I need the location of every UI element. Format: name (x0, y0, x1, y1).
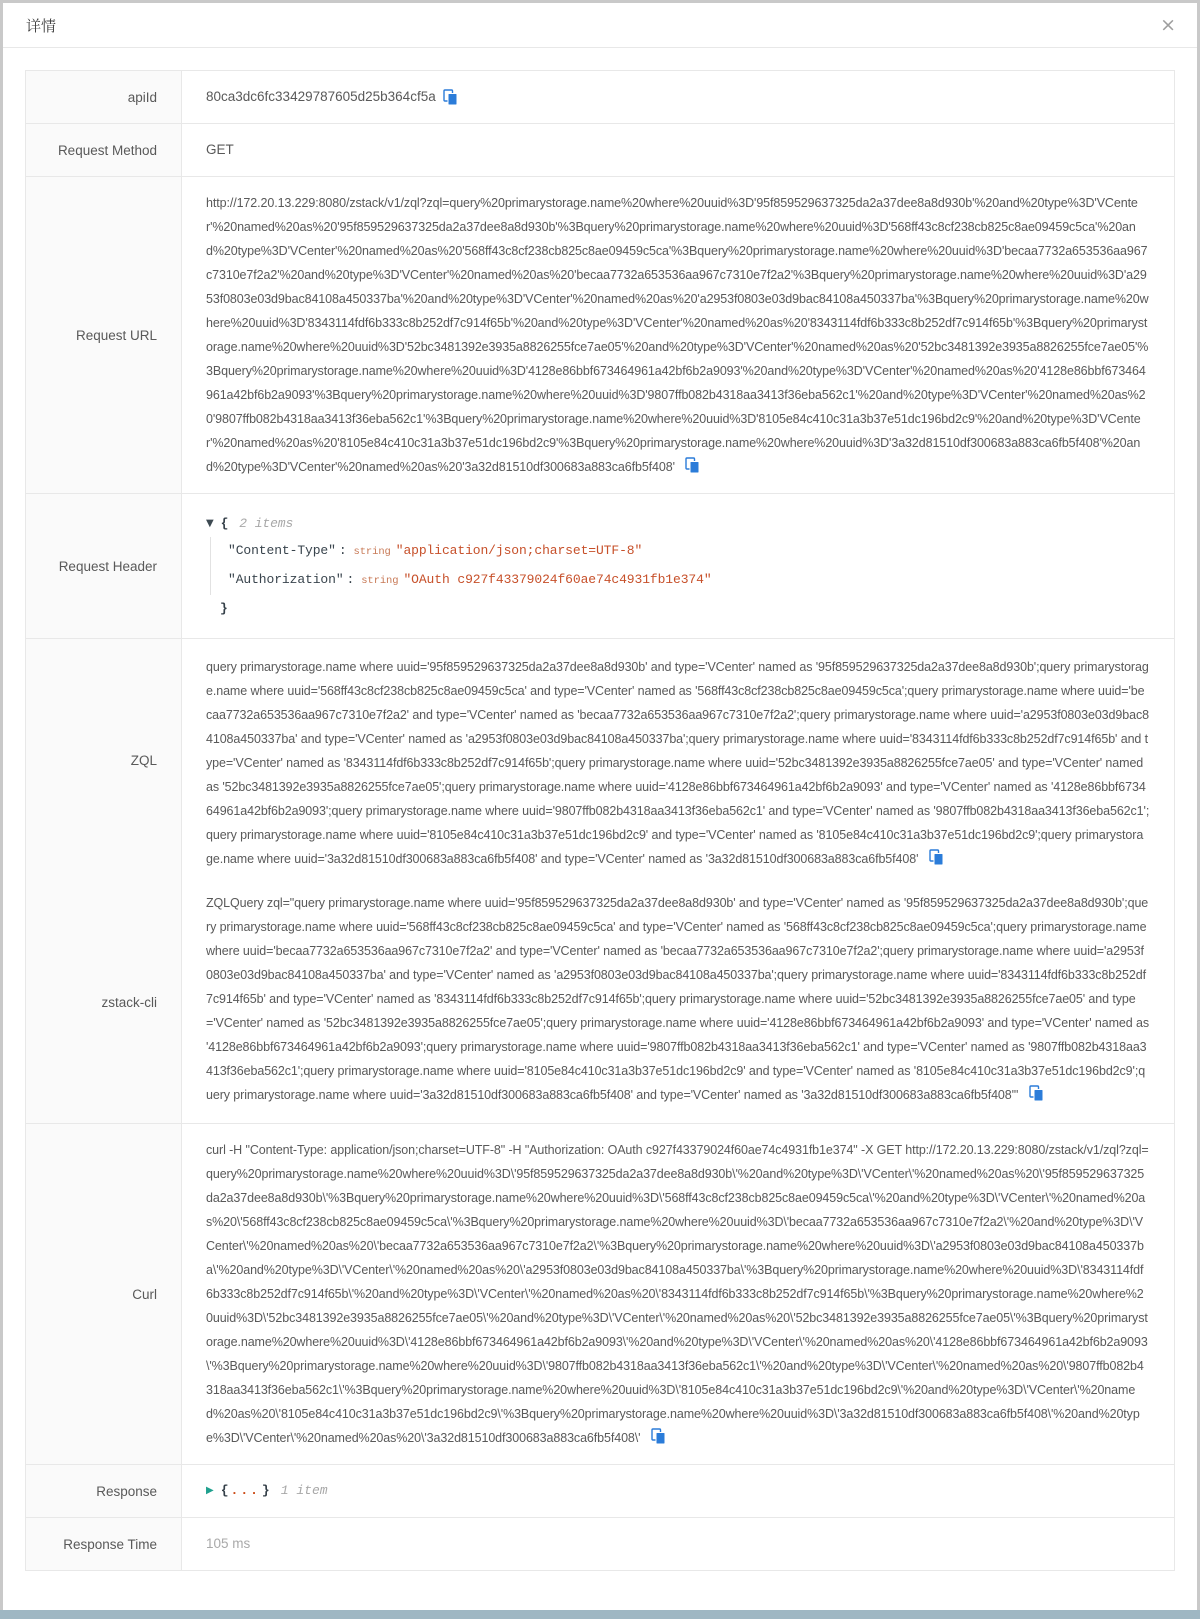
detail-table (25, 70, 1175, 1571)
zql-value: query primarystorage.name where uuid='95f859529637325da2a37dee8a8d930b' and type='VCenter' named as '95f859529637325da2a37dee8a8d930b';query primarystorage.name where uuid='568ff43c8cf238cb825c8ae09459c5ca' and type='VCenter' named as '568ff43c8cf238cb825c8ae09459c5ca';query primarystorage.name where uuid='becaa7732a653536aa967c7310e7f2a2' and type='VCenter' named as 'becaa7732a653536aa967c7310e7f2a2';query primarystorage.name where uuid='a2953f0803e03d9bac84108a450337ba' and type='VCenter' named as 'a2953f0803e03d9bac84108a450337ba';query primarystorage.name where uuid='8343114fdf6b333c8b252df7c914f65b' and type='VCenter' named as '8343114fdf6b333c8b252df7c914f65b';query primarystorage.name where uuid='52bc3481392e3935a8826255fce7ae05' and type='VCenter' named as '52bc3481392e3935a8826255fce7ae05';query primarystorage.name where uuid='4128e86bbf673464961a42bf6b2a9093' and type='VCenter' named as '4128e86bbf673464961a42bf6b2a9093';query primarystorage.name where uuid='9807ffb082b4318aa3413f36eba562c1' and type='VCenter' named as '9807ffb082b4318aa3413f36eba562c1';query primarystorage.name where uuid='8105e84c410c31a3b37e51dc196bd2c9' and type='VCenter' named as '8105e84c410c31a3b37e51dc196bd2c9';query primarystorage.name where uuid='3a32d81510df300683a883ca6fb5f408' and type='VCenter' named as '3a32d81510df300683a883ca6fb5f408' (206, 660, 1150, 866)
row-curl (26, 1124, 1174, 1465)
response-time-value: 105 ms (206, 1536, 251, 1551)
response-label: Response (26, 1465, 182, 1517)
apiid-value: 80ca3dc6fc33429787605d25b364cf5a (206, 89, 436, 104)
json-children (210, 537, 1150, 595)
curl-label: Curl (26, 1124, 182, 1464)
json-root-line (206, 510, 1150, 537)
row-zstack-cli (26, 881, 1174, 1124)
json-type-label: string (353, 546, 391, 558)
copy-icon[interactable] (685, 457, 700, 474)
open-brace: { (220, 1483, 229, 1498)
request-method-label: Request Method (26, 124, 182, 176)
row-request-url (26, 177, 1174, 494)
dialog-body (3, 48, 1197, 1585)
json-key: " Authorization " (228, 572, 344, 587)
apiid-label: apiId (26, 71, 182, 123)
detail-dialog (3, 3, 1197, 1610)
items-count: 2 items (239, 516, 294, 531)
request-header-json (206, 508, 1150, 624)
dialog-title: 详情 (26, 17, 57, 35)
response-collapsed-json (206, 1479, 328, 1503)
json-string-value: " OAuth c927f43379024f60ae74c4931fb1e374 " (403, 572, 711, 587)
collapse-toggle-icon[interactable]: ▼ (206, 518, 214, 529)
curl-value: curl -H "Content-Type: application/json;charset=UTF-8" -H "Authorization: OAuth c927f43379024f60ae74c4931fb1e374" -X GET http://172.20.13.229:8080/zstack/v1/zql?zql=query%20primarystorage.name%20where%20uuid%3D\'95f859529637325da2a37dee8a8d930b\'%20and%20type%3D\'VCenter\'%20named%20as%20\'95f859529637325da2a37dee8a8d930b\'%3Bquery%20primarystorage.name%20where%20uuid%3D\'568ff43c8cf238cb825c8ae09459c5ca\'%20and%20type%3D\'VCenter\'%20named%20as%20\'568ff43c8cf238cb825c8ae09459c5ca\'%3Bquery%20primarystorage.name%20where%20uuid%3D\'becaa7732a653536aa967c7310e7f2a2\'%20and%20type%3D\'VCenter\'%20named%20as%20\'becaa7732a653536aa967c7310e7f2a2\'%3Bquery%20primarystorage.name%20where%20uuid%3D\'a2953f0803e03d9bac84108a450337ba\'%20and%20type%3D\'VCenter\'%20named%20as%20\'a2953f0803e03d9bac84108a450337ba\'%3Bquery%20primarystorage.name%20where%20uuid%3D\'8343114fdf6b333c8b252df7c914f65b\'%20and%20type%3D\'VCenter\'%20named%20as%20\'8343114fdf6b333c8b252df7c914f65b\'%3Bquery%20primarystorage.name%20where%20uuid%3D\'52bc3481392e3935a8826255fce7ae05\'%20and%20type%3D\'VCenter\'%20named%20as%20\'52bc3481392e3935a8826255fce7ae05\'%3Bquery%20primarystorage.name%20where%20uuid%3D\'4128e86bbf673464961a42bf6b2a9093\'%20and%20type%3D\'VCenter\'%20named%20as%20\'4128e86bbf673464961a42bf6b2a9093\'%3Bquery%20primarystorage.name%20where%20uuid%3D\'9807ffb082b4318aa3413f36eba562c1\'%20and%20type%3D\'VCenter\'%20named%20as%20\'9807ffb082b4318aa3413f36eba562c1\'%3Bquery%20primarystorage.name%20where%20uuid%3D\'8105e84c410c31a3b37e51dc196bd2c9\'%20and%20type%3D\'VCenter\'%20named%20as%20\'8105e84c410c31a3b37e51dc196bd2c9\'%3Bquery%20primarystorage.name%20where%20uuid%3D\'3a32d81510df300683a883ca6fb5f408\'%20and%20type%3D\'VCenter\'%20named%20as%20\'3a32d81510df300683a883ca6fb5f408\' (206, 1143, 1149, 1445)
json-entry (228, 566, 1150, 595)
zql-label: ZQL (26, 639, 182, 881)
expand-toggle-icon[interactable]: ▶ (206, 1485, 214, 1496)
close-brace: } (220, 601, 228, 616)
open-brace: { (220, 516, 229, 531)
json-string-value: " application/json;charset=UTF-8 " (396, 543, 642, 558)
copy-icon[interactable] (929, 849, 944, 866)
response-time-label: Response Time (26, 1518, 182, 1570)
row-request-header (26, 494, 1174, 639)
row-zql (26, 639, 1174, 881)
request-header-label: Request Header (26, 494, 182, 638)
row-response-time (26, 1518, 1174, 1570)
json-entry (228, 537, 1150, 566)
row-apiid (26, 71, 1174, 124)
json-close-line (220, 595, 1150, 622)
copy-icon[interactable] (651, 1428, 666, 1445)
request-url-value: http://172.20.13.229:8080/zstack/v1/zql?zql=query%20primarystorage.name%20where%20uuid%3D'95f859529637325da2a37dee8a8d930b'%20and%20type%3D'VCenter'%20named%20as%20'95f859529637325da2a37dee8a8d930b'%3Bquery%20primarystorage.name%20where%20uuid%3D'568ff43c8cf238cb825c8ae09459c5ca'%20and%20type%3D'VCenter'%20named%20as%20'568ff43c8cf238cb825c8ae09459c5ca'%3Bquery%20primarystorage.name%20where%20uuid%3D'becaa7732a653536aa967c7310e7f2a2'%20and%20type%3D'VCenter'%20named%20as%20'becaa7732a653536aa967c7310e7f2a2'%3Bquery%20primarystorage.name%20where%20uuid%3D'a2953f0803e03d9bac84108a450337ba'%20and%20type%3D'VCenter'%20named%20as%20'a2953f0803e03d9bac84108a450337ba'%3Bquery%20primarystorage.name%20where%20uuid%3D'8343114fdf6b333c8b252df7c914f65b'%20and%20type%3D'VCenter'%20named%20as%20'8343114fdf6b333c8b252df7c914f65b'%3Bquery%20primarystorage.name%20where%20uuid%3D'52bc3481392e3935a8826255fce7ae05'%20and%20type%3D'VCenter'%20named%20as%20'52bc3481392e3935a8826255fce7ae05'%3Bquery%20primarystorage.name%20where%20uuid%3D'4128e86bbf673464961a42bf6b2a9093'%20and%20type%3D'VCenter'%20named%20as%20'4128e86bbf673464961a42bf6b2a9093'%3Bquery%20primarystorage.name%20where%20uuid%3D'9807ffb082b4318aa3413f36eba562c1'%20and%20type%3D'VCenter'%20named%20as%20'9807ffb082b4318aa3413f36eba562c1'%3Bquery%20primarystorage.name%20where%20uuid%3D'8105e84c410c31a3b37e51dc196bd2c9'%20and%20type%3D'VCenter'%20named%20as%20'8105e84c410c31a3b37e51dc196bd2c9'%3Bquery%20primarystorage.name%20where%20uuid%3D'3a32d81510df300683a883ca6fb5f408'%20and%20type%3D'VCenter'%20named%20as%20'3a32d81510df300683a883ca6fb5f408' (206, 196, 1149, 474)
dialog-header (3, 3, 1197, 48)
page-bottom-strip (0, 1610, 1200, 1619)
request-method-value: GET (206, 142, 234, 157)
copy-icon[interactable] (1029, 1085, 1044, 1102)
items-count: 1 item (280, 1483, 328, 1498)
json-key: " Content-Type " (228, 543, 336, 558)
close-icon[interactable]: × (1160, 13, 1176, 36)
collapsed-ellipsis[interactable]: ... (230, 1483, 260, 1498)
zstack-cli-value: ZQLQuery zql="query primarystorage.name where uuid='95f859529637325da2a37dee8a8d930b' and type='VCenter' named as '95f859529637325da2a37dee8a8d930b';query primarystorage.name where uuid='568ff43c8cf238cb825c8ae09459c5ca' and type='VCenter' named as '568ff43c8cf238cb825c8ae09459c5ca';query primarystorage.name where uuid='becaa7732a653536aa967c7310e7f2a2' and type='VCenter' named as 'becaa7732a653536aa967c7310e7f2a2';query primarystorage.name where uuid='a2953f0803e03d9bac84108a450337ba' and type='VCenter' named as 'a2953f0803e03d9bac84108a450337ba';query primarystorage.name where uuid='8343114fdf6b333c8b252df7c914f65b' and type='VCenter' named as '8343114fdf6b333c8b252df7c914f65b';query primarystorage.name where uuid='52bc3481392e3935a8826255fce7ae05' and type='VCenter' named as '52bc3481392e3935a8826255fce7ae05';query primarystorage.name where uuid='4128e86bbf673464961a42bf6b2a9093' and type='VCenter' named as '4128e86bbf673464961a42bf6b2a9093';query primarystorage.name where uuid='9807ffb082b4318aa3413f36eba562c1' and type='VCenter' named as '9807ffb082b4318aa3413f36eba562c1';query primarystorage.name where uuid='8105e84c410c31a3b37e51dc196bd2c9' and type='VCenter' named as '8105e84c410c31a3b37e51dc196bd2c9';query primarystorage.name where uuid='3a32d81510df300683a883ca6fb5f408' and type='VCenter' named as '3a32d81510df300683a883ca6fb5f408'" (206, 896, 1149, 1102)
zstack-cli-label: zstack-cli (26, 881, 182, 1123)
json-colon: : (338, 543, 347, 558)
json-colon: : (346, 572, 355, 587)
copy-icon[interactable] (443, 89, 458, 106)
row-response (26, 1465, 1174, 1518)
json-type-label: string (361, 575, 399, 587)
close-brace: } (261, 1483, 270, 1498)
request-url-label: Request URL (26, 177, 182, 493)
row-request-method (26, 124, 1174, 177)
